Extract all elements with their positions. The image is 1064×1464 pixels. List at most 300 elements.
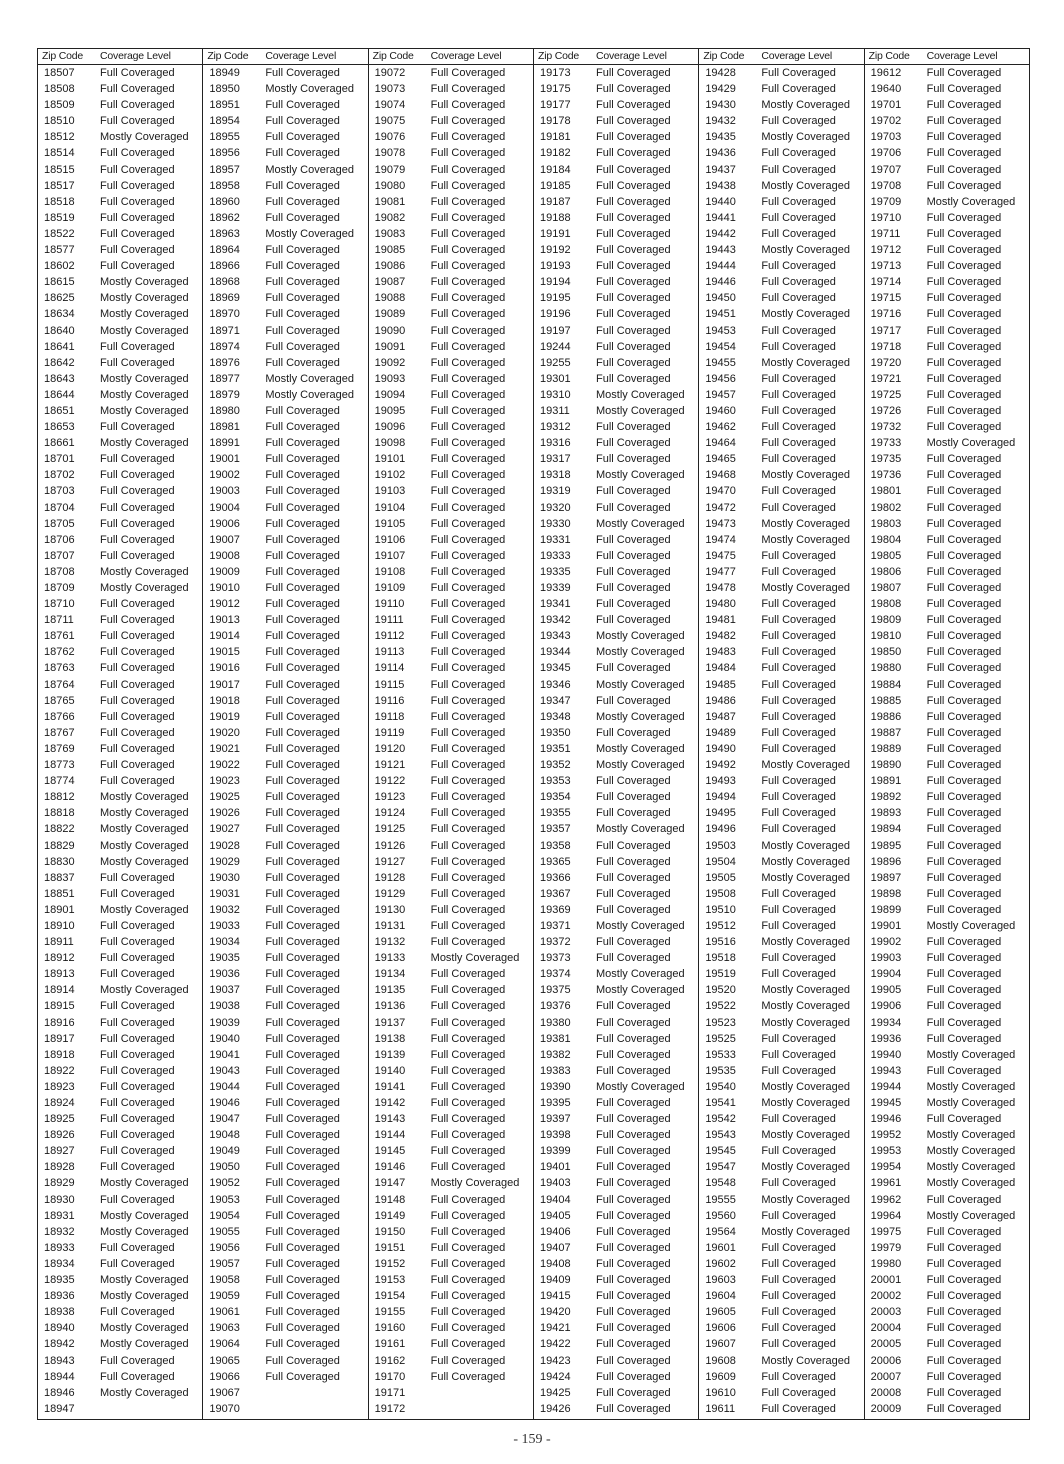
zip-code-cell: 19154: [374, 1290, 406, 1303]
zip-code-cell: 20006: [870, 1354, 902, 1367]
table-row: [369, 1401, 533, 1417]
zip-code-cell: 18936: [44, 1290, 75, 1303]
coverage-level-cell: Full Coveraged: [761, 163, 836, 176]
table-row: [203, 918, 367, 934]
zip-code-cell: 19143: [374, 1113, 406, 1126]
zip-code-cell: 19171: [374, 1386, 406, 1399]
table-row: [203, 821, 367, 837]
coverage-level-cell: Full Coveraged: [430, 485, 506, 498]
zip-code-cell: 19894: [870, 823, 902, 836]
zip-code-cell: 19109: [374, 582, 406, 594]
coverage-level-cell: Full Coveraged: [761, 227, 836, 240]
zip-code-cell: 19545: [705, 1145, 736, 1158]
zip-code-cell: 19564: [705, 1225, 736, 1238]
table-row: [699, 1320, 863, 1336]
table-row: [699, 548, 863, 564]
zip-code-cell: 19082: [374, 211, 406, 224]
table-row: [534, 1385, 698, 1401]
zip-code-cell: 19125: [374, 823, 406, 836]
zip-code-cell: 19014: [209, 630, 240, 643]
table-row: [534, 1079, 698, 1095]
zip-code-cell: 19541: [705, 1097, 736, 1109]
coverage-level-cell: Full Coveraged: [926, 1225, 1002, 1238]
table-row: [865, 870, 1029, 886]
zip-code-cell: 19465: [705, 453, 736, 466]
zip-code-cell: 19090: [374, 324, 406, 337]
zip-code-cell: 19178: [539, 115, 571, 128]
table-row: [865, 1272, 1029, 1288]
table-row: [865, 596, 1029, 612]
coverage-level-cell: Full Coveraged: [265, 1016, 340, 1029]
coverage-level-header: Coverage Level: [595, 50, 667, 62]
table-row: [369, 821, 533, 837]
zip-code-cell: 19492: [705, 759, 736, 772]
table-row: [865, 1288, 1029, 1304]
zip-code-cell: 19899: [870, 903, 902, 916]
zip-code-cell: 19421: [539, 1322, 571, 1335]
coverage-level-cell: Full Coveraged: [595, 871, 671, 884]
coverage-level-cell: Full Coveraged: [761, 1402, 836, 1415]
coverage-level-cell: Full Coveraged: [926, 1241, 1002, 1254]
table-row: [38, 435, 202, 451]
table-row: [203, 1127, 367, 1143]
zip-code-cell: 19474: [705, 533, 736, 546]
table-row: [38, 290, 202, 306]
table-row: [203, 339, 367, 355]
zip-code-cell: 19133: [374, 952, 406, 965]
zip-code-cell: 19108: [374, 565, 406, 578]
zip-code-cell: 18641: [44, 340, 75, 353]
table-row: [38, 145, 202, 161]
zip-code-cell: 18703: [44, 485, 75, 498]
table-row: [534, 483, 698, 499]
coverage-level-cell: Full Coveraged: [595, 147, 671, 160]
coverage-level-cell: Full Coveraged: [100, 501, 175, 514]
zip-code-cell: 18512: [44, 131, 75, 144]
coverage-level-cell: Full Coveraged: [100, 1097, 175, 1109]
coverage-level-cell: Mostly Coveraged: [761, 582, 850, 594]
zip-code-cell: 19142: [374, 1097, 406, 1109]
table-row: [203, 564, 367, 580]
coverage-level-cell: Full Coveraged: [926, 871, 1002, 884]
coverage-level-cell: Full Coveraged: [926, 903, 1002, 916]
table-row: [38, 194, 202, 210]
coverage-level-cell: Full Coveraged: [265, 195, 340, 208]
zip-code-cell: 18934: [44, 1257, 75, 1270]
table-row: [534, 789, 698, 805]
zip-code-cell: 19015: [209, 646, 240, 659]
zip-code-cell: 18822: [44, 823, 75, 836]
coverage-level-cell: Full Coveraged: [430, 662, 506, 675]
zip-code-cell: 19123: [374, 791, 406, 804]
table-row: [865, 1401, 1029, 1417]
coverage-level-cell: Full Coveraged: [265, 1209, 340, 1222]
coverage-level-cell: Full Coveraged: [926, 823, 1002, 836]
coverage-level-cell: Full Coveraged: [430, 646, 506, 659]
zip-code-cell: 18974: [209, 340, 240, 353]
zip-code-cell: 19940: [870, 1048, 902, 1061]
table-row: [534, 323, 698, 339]
coverage-level-cell: Mostly Coveraged: [595, 759, 685, 772]
coverage-level-cell: Full Coveraged: [595, 1241, 671, 1254]
zip-code-cell: 19365: [539, 855, 571, 868]
table-row: [38, 97, 202, 113]
coverage-level-cell: [427, 1385, 533, 1401]
coverage-level-cell: Full Coveraged: [926, 759, 1002, 772]
zip-code-cell: 19405: [539, 1209, 571, 1222]
table-row: [369, 1079, 533, 1095]
table-row: [534, 1047, 698, 1063]
table-row: [38, 532, 202, 548]
coverage-level-cell: Full Coveraged: [926, 533, 1002, 546]
zip-code-cell: 19736: [870, 469, 902, 482]
table-row: [699, 854, 863, 870]
zip-code-cell: 19454: [705, 340, 736, 353]
zip-code-cell: 19735: [870, 453, 902, 466]
coverage-level-cell: Full Coveraged: [265, 1225, 340, 1238]
table-row: [38, 1079, 202, 1095]
coverage-level-header: Coverage Level: [926, 50, 998, 62]
zip-code-cell: 19373: [539, 952, 571, 965]
zip-code-cell: 19343: [539, 630, 571, 643]
coverage-level-cell: Full Coveraged: [761, 1306, 836, 1319]
coverage-level-cell: Mostly Coveraged: [595, 1080, 685, 1093]
table-row: [865, 1385, 1029, 1401]
coverage-level-cell: Full Coveraged: [265, 1145, 340, 1158]
coverage-level-cell: Mostly Coveraged: [761, 469, 850, 482]
table-row: [865, 548, 1029, 564]
coverage-level-cell: Full Coveraged: [265, 871, 340, 884]
coverage-level-cell: Full Coveraged: [926, 1338, 1002, 1351]
table-row: [534, 1288, 698, 1304]
coverage-level-cell: Full Coveraged: [265, 823, 340, 836]
table-row: [699, 1159, 863, 1175]
table-row: [865, 1320, 1029, 1336]
coverage-level-cell: Full Coveraged: [100, 147, 175, 160]
coverage-level-cell: Full Coveraged: [595, 83, 671, 96]
zip-code-header: Zip Code: [42, 50, 84, 62]
table-row: [699, 274, 863, 290]
coverage-level-cell: Full Coveraged: [761, 1322, 836, 1335]
coverage-level-cell: Full Coveraged: [100, 646, 175, 659]
table-row: [534, 532, 698, 548]
zip-code-cell: 18938: [44, 1306, 75, 1319]
table-row: [534, 548, 698, 564]
zip-code-cell: 19430: [705, 99, 736, 112]
table-row: [369, 1272, 533, 1288]
coverage-level-cell: Full Coveraged: [926, 1257, 1002, 1270]
coverage-level-cell: Full Coveraged: [100, 453, 175, 466]
coverage-level-cell: Full Coveraged: [926, 83, 1002, 96]
coverage-level-cell: Full Coveraged: [265, 678, 340, 691]
zip-code-cell: 18508: [44, 83, 75, 96]
zip-code-cell: 19025: [209, 791, 240, 804]
coverage-level-cell: Full Coveraged: [595, 1161, 671, 1174]
zip-code-cell: 18914: [44, 984, 75, 997]
zip-code-cell: 19451: [705, 308, 736, 321]
zip-code-cell: 19893: [870, 807, 902, 820]
coverage-level-cell: Full Coveraged: [430, 83, 506, 96]
zip-code-cell: 19083: [374, 227, 406, 240]
table-row: [203, 65, 367, 81]
coverage-level-cell: Mostly Coveraged: [595, 710, 685, 723]
coverage-level-cell: Full Coveraged: [595, 260, 671, 273]
table-row: [369, 1240, 533, 1256]
coverage-level-cell: Full Coveraged: [595, 292, 671, 305]
coverage-level-cell: Full Coveraged: [100, 179, 175, 192]
table-row: [534, 628, 698, 644]
table-row: [534, 1063, 698, 1079]
coverage-level-cell: Full Coveraged: [595, 99, 671, 112]
zip-code-cell: 19009: [209, 565, 240, 578]
zip-code-cell: 19194: [539, 276, 571, 289]
zip-code-cell: 19013: [209, 614, 240, 627]
coverage-level-cell: Mostly Coveraged: [595, 678, 685, 691]
zip-code-cell: 18661: [44, 437, 75, 450]
coverage-level-cell: Full Coveraged: [430, 421, 506, 434]
table-row: [865, 355, 1029, 371]
zip-code-cell: 19390: [539, 1080, 571, 1093]
coverage-level-cell: Full Coveraged: [265, 565, 340, 578]
coverage-level-header: Coverage Level: [265, 50, 337, 62]
coverage-level-cell: Full Coveraged: [100, 211, 175, 224]
table-row: [203, 1304, 367, 1320]
table-row: [534, 854, 698, 870]
coverage-level-cell: Full Coveraged: [430, 276, 506, 289]
zip-code-cell: 19039: [209, 1016, 240, 1029]
zip-code-cell: 19144: [374, 1129, 406, 1142]
table-row: [38, 580, 202, 596]
coverage-level-cell: Mostly Coveraged: [761, 131, 850, 144]
table-row: [369, 339, 533, 355]
coverage-level-cell: Full Coveraged: [265, 984, 340, 997]
zip-code-cell: 19944: [870, 1080, 902, 1093]
coverage-level-cell: Full Coveraged: [761, 501, 836, 514]
coverage-level-cell: Full Coveraged: [430, 1080, 506, 1093]
coverage-level-cell: Full Coveraged: [926, 469, 1002, 482]
zip-code-cell: 19395: [539, 1097, 571, 1109]
table-row: [38, 258, 202, 274]
zip-code-cell: 19098: [374, 437, 406, 450]
zip-code-cell: 19892: [870, 791, 902, 804]
coverage-level-cell: Full Coveraged: [926, 340, 1002, 353]
coverage-level-cell: Mostly Coveraged: [926, 195, 1016, 208]
coverage-level-cell: Full Coveraged: [265, 1064, 340, 1077]
coverage-level-cell: Full Coveraged: [595, 1370, 671, 1383]
zip-code-cell: 18981: [209, 421, 240, 434]
table-row: [534, 1015, 698, 1031]
table-row: [38, 644, 202, 660]
coverage-level-cell: Full Coveraged: [926, 404, 1002, 417]
zip-code-cell: 19031: [209, 887, 240, 900]
page-number: - 159 -: [513, 1432, 551, 1447]
table-row: [369, 113, 533, 129]
zip-code-cell: 19601: [705, 1241, 736, 1254]
coverage-level-cell: Full Coveraged: [100, 1306, 175, 1319]
zip-code-cell: 19310: [539, 388, 571, 401]
coverage-level-cell: Mostly Coveraged: [265, 388, 354, 401]
coverage-level-cell: Mostly Coveraged: [595, 630, 685, 643]
table-row: [699, 1015, 863, 1031]
coverage-level-cell: Full Coveraged: [595, 437, 671, 450]
coverage-level-cell: Full Coveraged: [926, 936, 1002, 949]
zip-code-cell: 18911: [44, 936, 74, 949]
table-row: [534, 97, 698, 113]
table-row: [865, 725, 1029, 741]
coverage-level-cell: Full Coveraged: [430, 324, 506, 337]
zip-code-cell: 19457: [705, 388, 736, 401]
coverage-level-cell: Full Coveraged: [761, 694, 836, 707]
zip-code-cell: 19008: [209, 549, 240, 562]
zip-code-cell: 19494: [705, 791, 736, 804]
coverage-level-cell: Mostly Coveraged: [595, 404, 685, 417]
table-row: [203, 660, 367, 676]
zip-code-cell: 19543: [705, 1129, 736, 1142]
zip-code-cell: 19354: [539, 791, 571, 804]
zip-code-cell: 19034: [209, 936, 240, 949]
table-row: [38, 500, 202, 516]
table-row: [369, 773, 533, 789]
coverage-level-cell: Mostly Coveraged: [430, 952, 520, 965]
coverage-level-cell: Full Coveraged: [926, 308, 1002, 321]
table-row: [38, 998, 202, 1014]
zip-code-cell: 18507: [44, 67, 75, 79]
table-row: [369, 1336, 533, 1352]
zip-code-cell: 19444: [705, 260, 736, 273]
table-row: [699, 1208, 863, 1224]
table-row: [699, 500, 863, 516]
coverage-level-cell: Full Coveraged: [265, 533, 340, 546]
zip-code-cell: 19711: [870, 227, 901, 240]
table-row: [38, 950, 202, 966]
table-row: [38, 1127, 202, 1143]
zip-code-cell: 18702: [44, 469, 75, 482]
zip-code-cell: 18705: [44, 517, 75, 530]
table-row: [203, 113, 367, 129]
zip-code-cell: 19437: [705, 163, 736, 176]
zip-code-cell: 18707: [44, 549, 75, 562]
table-row: [369, 516, 533, 532]
zip-code-cell: 18943: [44, 1354, 75, 1367]
zip-code-cell: 19503: [705, 839, 736, 852]
zip-code-cell: 19075: [374, 115, 406, 128]
zip-code-cell: 19887: [870, 726, 902, 739]
table-row: [203, 773, 367, 789]
table-row: [38, 805, 202, 821]
table-row: [699, 178, 863, 194]
coverage-level-cell: Full Coveraged: [926, 1370, 1002, 1383]
table-row: [203, 145, 367, 161]
coverage-level-cell: Full Coveraged: [265, 99, 340, 112]
zip-code-cell: 19048: [209, 1129, 240, 1142]
coverage-level-cell: Full Coveraged: [100, 742, 175, 755]
coverage-level-cell: Full Coveraged: [430, 147, 506, 160]
table-row: [699, 129, 863, 145]
coverage-level-cell: Full Coveraged: [100, 936, 175, 949]
table-row: [203, 1192, 367, 1208]
coverage-level-header: Coverage Level: [430, 50, 502, 62]
table-row: [699, 773, 863, 789]
table-row: [203, 934, 367, 950]
zip-code-cell: 19806: [870, 565, 902, 578]
zip-code-cell: 19059: [209, 1290, 240, 1303]
table-row: [369, 97, 533, 113]
table-row: [699, 1031, 863, 1047]
coverage-level-cell: Mostly Coveraged: [761, 1193, 850, 1206]
coverage-level-cell: Full Coveraged: [265, 1080, 340, 1093]
table-row: [38, 757, 202, 773]
table-row: [534, 660, 698, 676]
table-row: [203, 757, 367, 773]
table-row: [203, 290, 367, 306]
coverage-level-cell: Full Coveraged: [761, 421, 836, 434]
table-row: [865, 178, 1029, 194]
zip-code-cell: 18765: [44, 694, 75, 707]
coverage-level-cell: Full Coveraged: [761, 1386, 836, 1399]
coverage-level-cell: Full Coveraged: [926, 968, 1002, 981]
table-row: [38, 677, 202, 693]
coverage-level-cell: Full Coveraged: [100, 1113, 175, 1126]
zip-code-cell: 18515: [44, 163, 75, 176]
coverage-level-cell: Full Coveraged: [265, 340, 340, 353]
coverage-level-cell: Full Coveraged: [430, 437, 506, 450]
zip-code-cell: 19152: [374, 1257, 406, 1270]
table-row: [534, 113, 698, 129]
table-row: [369, 918, 533, 934]
table-row: [203, 1047, 367, 1063]
coverage-level-cell: Mostly Coveraged: [761, 855, 850, 868]
coverage-level-cell: Full Coveraged: [265, 1241, 340, 1254]
coverage-level-cell: Full Coveraged: [265, 469, 340, 482]
zip-code-cell: 19347: [539, 694, 571, 707]
table-row: [369, 1095, 533, 1111]
coverage-level-cell: Mostly Coveraged: [926, 1097, 1016, 1109]
coverage-level-cell: Mostly Coveraged: [100, 292, 189, 305]
coverage-level-cell: Full Coveraged: [265, 211, 340, 224]
coverage-level-cell: Full Coveraged: [926, 565, 1002, 578]
coverage-level-cell: Full Coveraged: [595, 67, 671, 79]
column-group: [865, 49, 1029, 1419]
zip-code-cell: 19805: [870, 549, 902, 562]
zip-code-cell: 19196: [539, 308, 571, 321]
zip-code-cell: 19450: [705, 292, 736, 305]
table-row: [369, 1353, 533, 1369]
coverage-level-cell: Full Coveraged: [265, 726, 340, 739]
table-row: [38, 419, 202, 435]
zip-code-cell: 18962: [209, 211, 240, 224]
coverage-level-cell: Full Coveraged: [761, 292, 836, 305]
coverage-level-cell: Full Coveraged: [265, 839, 340, 852]
coverage-level-cell: Full Coveraged: [430, 839, 506, 852]
table-row: [38, 918, 202, 934]
coverage-level-cell: Full Coveraged: [926, 99, 1002, 112]
coverage-level-cell: Mostly Coveraged: [761, 99, 850, 112]
zip-code-cell: 19093: [374, 372, 406, 385]
coverage-level-cell: Full Coveraged: [926, 742, 1002, 755]
coverage-level-cell: Full Coveraged: [100, 340, 175, 353]
table-row: [369, 162, 533, 178]
coverage-level-cell: Full Coveraged: [926, 1032, 1002, 1045]
table-row: [38, 516, 202, 532]
zip-code-cell: 18923: [44, 1080, 75, 1093]
coverage-level-cell: Full Coveraged: [265, 936, 340, 949]
header-row: [699, 49, 863, 65]
table-row: [534, 741, 698, 757]
table-row: [369, 355, 533, 371]
table-row: [865, 1369, 1029, 1385]
table-row: [865, 194, 1029, 210]
coverage-level-cell: Full Coveraged: [100, 1129, 175, 1142]
